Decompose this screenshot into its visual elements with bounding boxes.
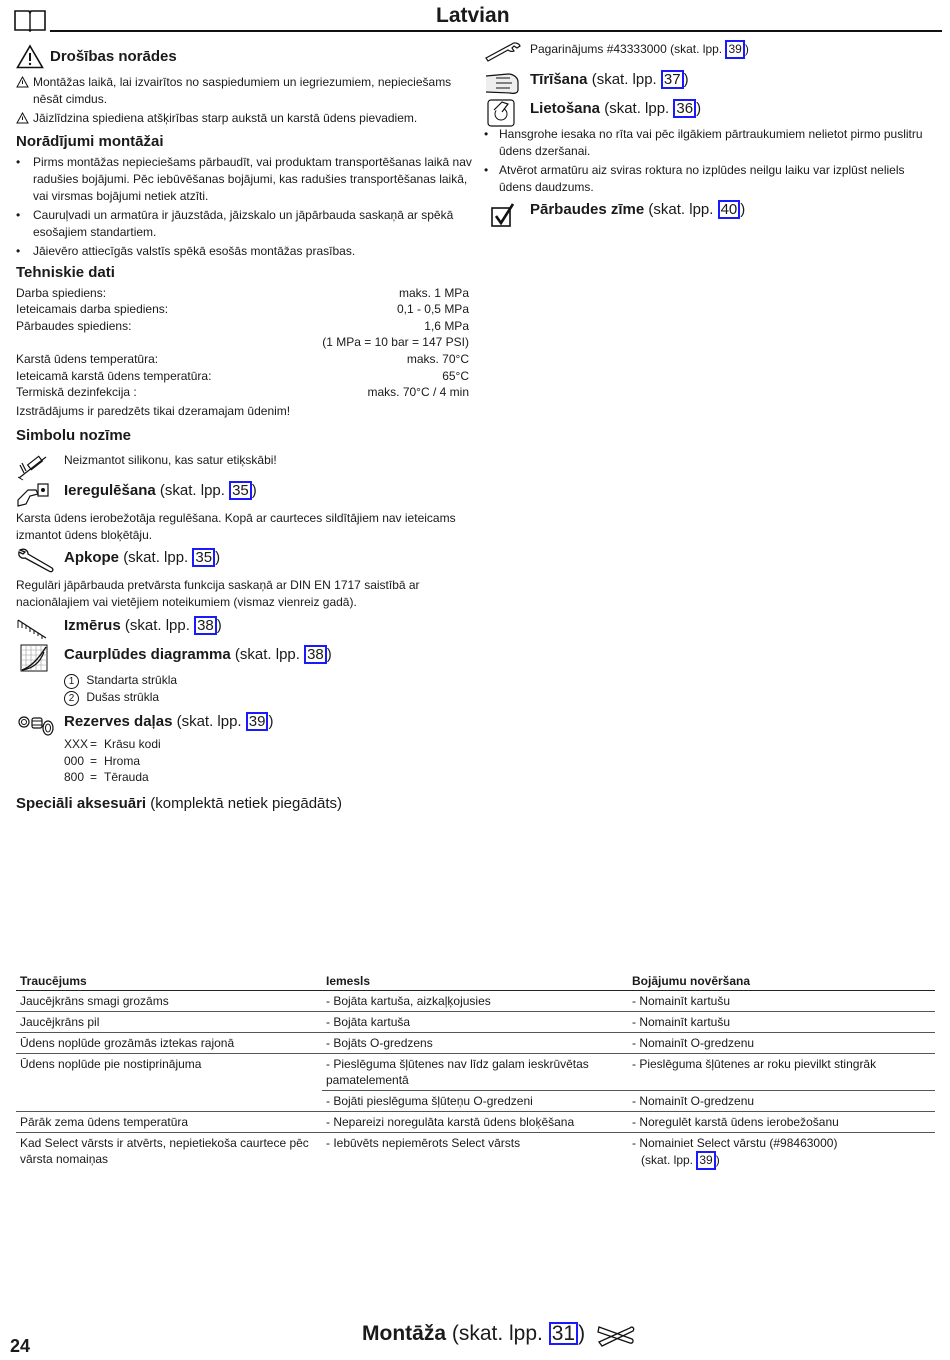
page-number: 24 — [10, 1336, 31, 1356]
install-list — [16, 154, 472, 260]
wrench-icon — [16, 546, 56, 574]
dims-heading: Izmērus (skat. lpp. 38 ) — [64, 617, 222, 634]
silicone-note: Neizmantot silikonu, kas satur etiķskābi! — [64, 453, 277, 467]
safety-item: Montāžas laikā, lai izvairītos no saspiedumiem un iegriezumiem, nepieciešams nēsāt cimdus. — [16, 74, 472, 108]
page-link[interactable]: 35 — [192, 548, 215, 567]
tech-row: Karstā ūdens temperatūra: maks. 70°C — [16, 352, 469, 366]
table-row: Pārāk zema ūdens temperatūra - Nepareizi noregulāta karstā ūdens bloķēšana - Noregulēt karstā ūdens ierobežošanu — [16, 1112, 935, 1133]
maint-heading: Apkope (skat. lpp. 35 ) — [64, 549, 221, 566]
page-link[interactable]: 31 — [549, 1322, 578, 1345]
column-header: Traucējums — [16, 972, 322, 991]
header-rule — [50, 30, 942, 32]
cleaning-heading: Tīrīšana (skat. lpp. 37 ) — [530, 71, 689, 88]
page-link[interactable]: 39 — [696, 1151, 715, 1170]
table-row: Kad Select vārsts ir atvērts, nepietiekoša caurtece pēc vārsta nomaiņas - Iebūvēts nepiemērots Select vārsts - Nomainiet Select vārstu (#98463000) (skat. lpp. 39 ) — [16, 1133, 935, 1173]
spare-parts-icon — [16, 712, 56, 738]
page-link[interactable]: 37 — [661, 70, 684, 89]
column-header: Bojājumu novēršana — [628, 972, 935, 991]
book-icon — [14, 8, 46, 32]
flow-heading: Caurplūdes diagramma (skat. lpp. 38 ) — [64, 646, 332, 663]
table-row: - Bojāti pieslēguma šļūteņu O-gredzeni - Nomainīt O-gredzenu — [16, 1091, 935, 1112]
test-heading: Pārbaudes zīme (skat. lpp. 40 ) — [530, 201, 746, 218]
page-link[interactable]: 40 — [718, 200, 741, 219]
tech-row: (1 MPa = 10 bar = 147 PSI) — [322, 335, 469, 349]
page-title: Latvian — [436, 4, 510, 27]
adjust-hand-icon — [16, 480, 50, 510]
safety-item: Jāizlīdzina spiediena atšķirības starp aukstā un karstā ūdens pievadiem. — [16, 110, 472, 127]
table-row: Ūdens noplūde pie nostiprinājuma - Pieslēguma šļūtenes nav līdz galam ieskrūvētas pamatelementā - Pieslēguma šļūtenes ar roku pievilkt stingrāk — [16, 1054, 935, 1091]
adjust-heading: Ieregulēšana (skat. lpp. 35 ) — [64, 482, 257, 499]
page-link[interactable]: 36 — [673, 99, 696, 118]
checkmark-icon — [490, 202, 516, 228]
tech-note: Izstrādājums ir paredzēts tikai dzeramajam ūdenim! — [16, 404, 291, 418]
color-code-row: 000 = Hroma — [64, 754, 141, 768]
install-item: • Pirms montāžas nepieciešams pārbaudīt, vai produktam transportēšanas laikā nav radušies bojājumi. Pēc iebūvēšanas bojājumi, kas radušies transportēšanas laikā, vai virsmas bojājumi netiek atzīti. — [16, 155, 472, 203]
tech-title: Tehniskie dati — [16, 264, 115, 281]
assembly-heading: Montāža (skat. lpp. 31 ) — [362, 1322, 586, 1345]
table-row: Jaucējkrāns smagi grozāms - Bojāta kartuša, aizkaļķojusies - Nomainīt kartušu — [16, 991, 935, 1012]
table-row: Jaucējkrāns pil - Bojāta kartuša - Nomainīt kartušu — [16, 1012, 935, 1033]
color-code-row: 800 = Tērauda — [64, 770, 149, 784]
table-header-row — [16, 972, 935, 991]
circled-number: 2 — [64, 691, 79, 706]
page-link[interactable]: 39 — [246, 712, 269, 731]
install-item: • Jāievēro attiecīgās valstīs spēkā esošās montāžas prasības. — [16, 244, 356, 258]
tech-row: Termiskā dezinfekcija : maks. 70°C / 4 min — [16, 385, 469, 399]
assembly-tools-icon — [596, 1322, 636, 1348]
install-title: Norādījumi montāžai — [16, 133, 164, 150]
silicone-gun-icon — [16, 451, 50, 481]
tech-row: Ieteicamais darba spiediens: 0,1 - 0,5 MPa — [16, 302, 469, 316]
page-link[interactable]: 38 — [194, 616, 217, 635]
tech-row: Ieteicamā karstā ūdens temperatūra: 65°C — [16, 369, 469, 383]
tech-row: Pārbaudes spiediens: 1,6 MPa — [16, 319, 469, 333]
adjust-desc: Karsta ūdens ierobežotāja regulēšana. Kopā ar caurteces sildītājiem nav ieteicams izmantot ūdens bloķētāju. — [16, 511, 456, 542]
warning-icon — [16, 44, 44, 69]
usage-list — [484, 126, 924, 196]
tech-row: Darba spiediens: maks. 1 MPa — [16, 286, 469, 300]
safety-title: Drošības norādes — [50, 48, 177, 65]
flow-diagram-icon — [20, 644, 48, 672]
color-code-row: XXX = Krāsu kodi — [64, 737, 161, 751]
spares-heading: Rezerves daļas (skat. lpp. 39 ) — [64, 713, 274, 730]
column-header: Iemesls — [322, 972, 628, 991]
warning-small-icon — [16, 76, 29, 88]
install-item: • Cauruļvadi un armatūra ir jāuzstāda, jāizskalo un jāpārbauda saskaņā ar spēkā esošajiem standartiem. — [16, 208, 454, 239]
extension-text: Pagarinājums #43333000 (skat. lpp. 39 ) — [530, 40, 749, 59]
page-link[interactable]: 39 — [725, 40, 744, 59]
symbols-title: Simbolu nozīme — [16, 427, 132, 444]
extension-wrench-icon — [484, 40, 522, 62]
page-link[interactable]: 35 — [229, 481, 252, 500]
page-link[interactable]: 38 — [304, 645, 327, 664]
cleaning-hand-icon — [484, 68, 522, 96]
usage-faucet-icon — [486, 98, 518, 128]
maint-desc: Regulāri jāpārbauda pretvārsta funkcija saskaņā ar DIN EN 1717 saistībā ar nacionālajiem vai vietējiem noteikumiem (vismaz vienreiz gadā). — [16, 578, 420, 609]
flow-item: 2 Dušas strūkla — [64, 690, 159, 706]
circled-number: 1 — [64, 674, 79, 689]
usage-item: • Hansgrohe iesaka no rīta vai pēc ilgākiem pārtraukumiem nelietot pirmo puslitru ūdens dzeršanai. — [484, 127, 923, 158]
warning-small-icon — [16, 112, 29, 124]
accessories-heading: Speciāli aksesuāri (komplektā netiek piegādāts) — [16, 795, 343, 812]
usage-item: • Atvērot armatūru aiz sviras roktura no izplūdes neilgu laiku var izplūst neliels ūdens daudzums. — [484, 163, 905, 194]
table-row: Ūdens noplūde grozāmās iztekas rajonā - Bojāts O-gredzens - Nomainīt O-gredzenu — [16, 1033, 935, 1054]
troubleshooting-table — [16, 972, 935, 1172]
usage-heading: Lietošana (skat. lpp. 36 ) — [530, 100, 702, 117]
flow-item: 1 Standarta strūkla — [64, 673, 177, 689]
ruler-icon — [16, 616, 48, 642]
safety-list — [16, 74, 472, 127]
